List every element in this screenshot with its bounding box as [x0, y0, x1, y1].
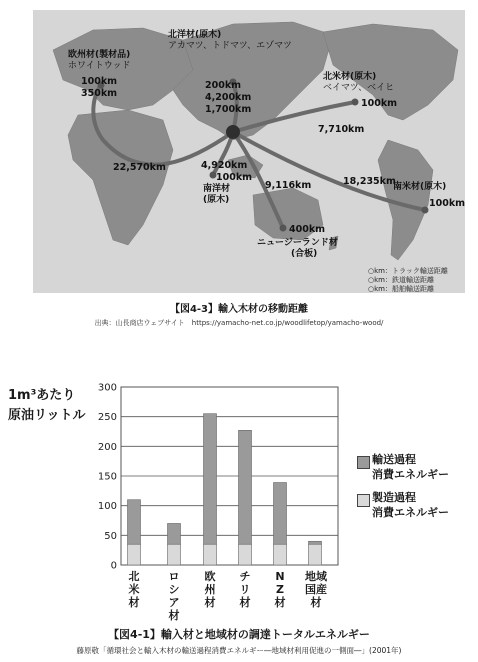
bar-5-series-0	[309, 544, 322, 565]
nanbei-sea-distance: 18,235km	[343, 176, 396, 187]
ytick-200: 200	[97, 441, 117, 453]
legend-rail: ○km：鉄道輸送距離	[368, 276, 434, 284]
legend-manufacture-swatch	[357, 494, 370, 507]
europe-dist-1: 100km	[81, 76, 118, 87]
legend-truck: ○km：トラック輸送距離	[368, 267, 448, 275]
legend-transport-swatch	[357, 456, 370, 469]
legend-transport-label: 輸送過程 消費エネルギー	[372, 453, 449, 481]
bar-3-series-1	[239, 430, 252, 544]
europe-sea-distance: 22,570km	[113, 162, 166, 173]
bar-4-series-1	[274, 483, 287, 545]
nanbei-dist-1: 100km	[429, 198, 465, 209]
chart-ylabel-line1: 1m³あたり	[8, 388, 76, 403]
xcat-0: 北米材	[128, 570, 140, 609]
ytick-50: 50	[104, 530, 117, 542]
chart-source: 藤原敬「循環社会と輸入木材の輸送過程消費エネルギー―地域材利用促進の一側面―」(2001年)	[76, 646, 402, 655]
map-source: 出典：山長商店ウェブサイト https://yamacho-net.co.jp/woodlifetop/yamacho-wood/	[94, 319, 384, 327]
hokuyo-dist-3: 1,700km	[205, 104, 252, 115]
xcat-4: NZ材	[274, 570, 286, 609]
nanyo-dist-2: 100km	[216, 172, 253, 183]
chart-ylabel-line2: 原油リットル	[8, 408, 86, 423]
chart-caption: 【図4-1】輸入材と地域材の調達トータルエネルギー	[108, 628, 370, 641]
hokubei-dist-1: 100km	[361, 98, 398, 109]
xcat-2: 欧州材	[204, 570, 216, 609]
bar-1-series-1	[168, 523, 181, 544]
nz-source-label: ニュージーランド材 (合板)	[257, 238, 338, 259]
hokuyo-source-label: 北洋材(原木) アカマツ、トドマツ、エゾマツ	[168, 30, 292, 51]
xcat-3: チリ材	[239, 570, 251, 609]
bar-0-series-1	[128, 500, 141, 545]
ytick-100: 100	[97, 501, 117, 513]
nanbei-source-label: 南米材(原木)	[393, 182, 447, 192]
nz-dist-1: 400km	[289, 224, 326, 235]
bar-1-series-0	[168, 544, 181, 565]
hokuyo-dist-2: 4,200km	[205, 92, 252, 103]
europe-source-label: 欧州材(製材品) ホワイトウッド	[68, 50, 131, 71]
ytick-0: 0	[110, 560, 117, 572]
xcat-1: ロシア材	[168, 570, 180, 622]
bar-2-series-0	[204, 544, 217, 565]
bar-4-series-0	[274, 544, 287, 565]
legend-manufacture-label: 製造過程 消費エネルギー	[372, 491, 449, 519]
xcat-5: 地域国産材	[305, 570, 327, 609]
nanyo-source-label: 南洋材 (原木)	[203, 184, 231, 205]
bar-0-series-0	[128, 544, 141, 565]
nz-sea-distance: 9,116km	[265, 180, 312, 191]
map-caption: 【図4-3】輸入木材の移動距離	[169, 304, 309, 315]
bar-3-series-0	[239, 544, 252, 565]
ytick-150: 150	[97, 471, 117, 483]
hokuyo-dist-1: 200km	[205, 80, 242, 91]
world-map	[33, 10, 465, 293]
nanyo-dist-1: 4,920km	[201, 160, 248, 171]
hokubei-source-label: 北米材(原木) ベイマツ、ベイヒ	[323, 72, 395, 93]
ytick-300: 300	[97, 382, 117, 394]
europe-dist-2: 350km	[81, 88, 118, 99]
legend-ship: ○km：船舶輸送距離	[368, 285, 434, 293]
bar-5-series-1	[309, 541, 322, 544]
bar-2-series-1	[204, 414, 217, 545]
hokubei-sea-distance: 7,710km	[318, 124, 365, 135]
ytick-250: 250	[97, 412, 117, 424]
